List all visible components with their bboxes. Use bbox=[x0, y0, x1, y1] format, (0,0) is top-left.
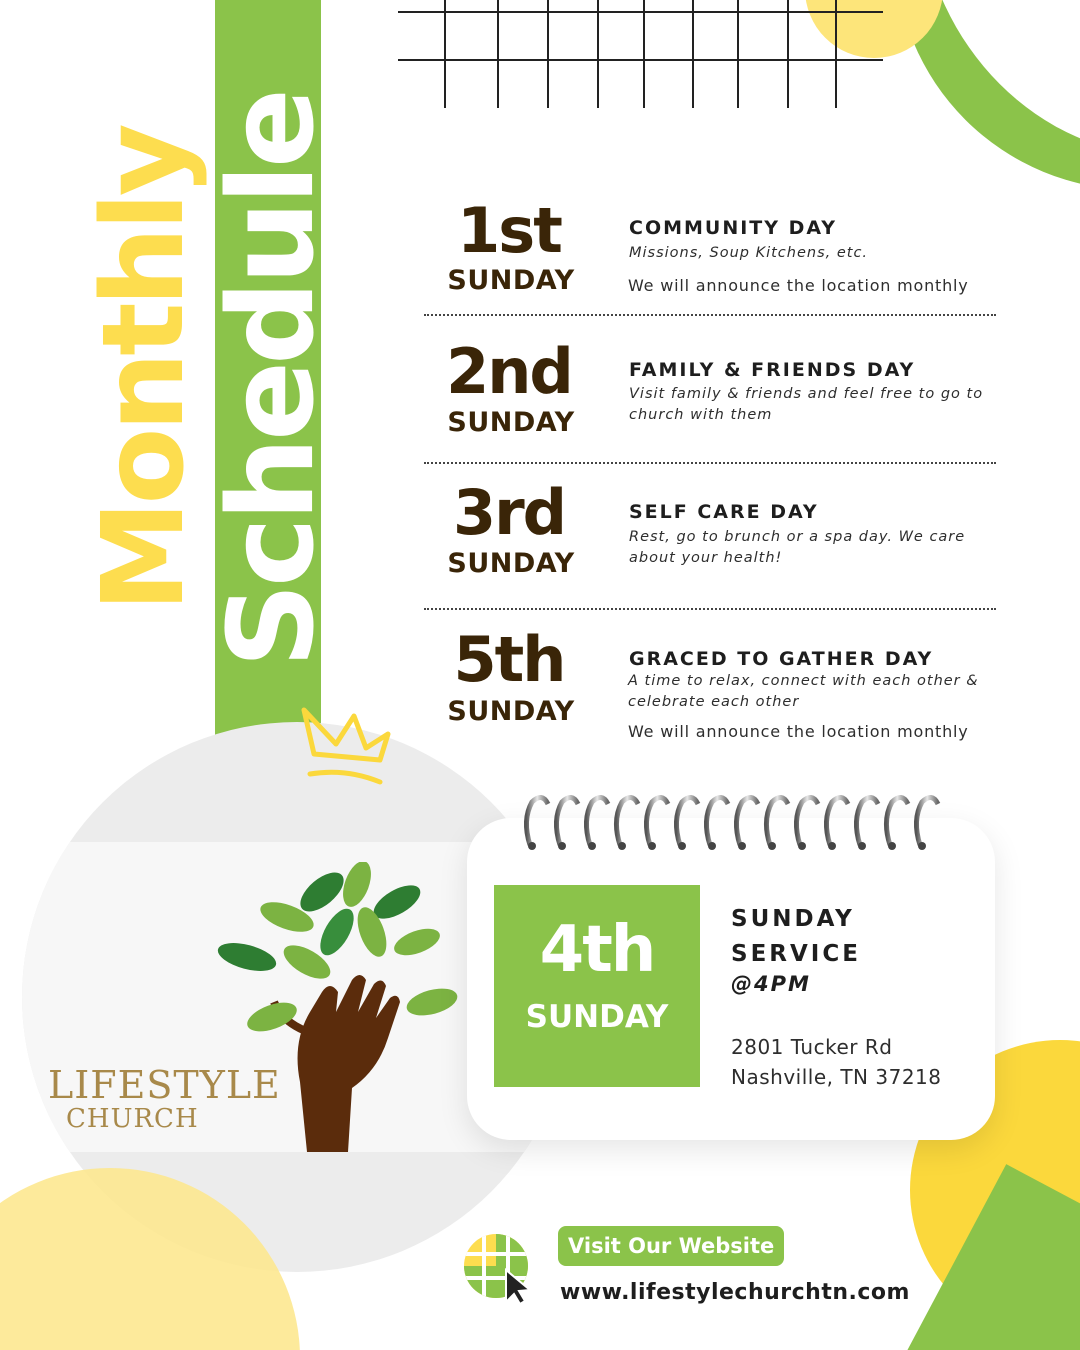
featured-service-line2: SERVICE bbox=[731, 941, 861, 967]
featured-time: @4PM bbox=[731, 972, 811, 996]
featured-day: SUNDAY bbox=[525, 999, 669, 1035]
row-2-title: FAMILY & FRIENDS DAY bbox=[629, 359, 916, 381]
divider bbox=[424, 608, 996, 610]
featured-service bbox=[731, 902, 861, 972]
row-4-number: 5th bbox=[453, 623, 565, 696]
row-4-title: GRACED TO GATHER DAY bbox=[629, 648, 934, 670]
title-schedule: Schedule bbox=[202, 92, 340, 668]
row-2-day: SUNDAY bbox=[447, 407, 575, 438]
address-line1: 2801 Tucker Rd bbox=[731, 1035, 893, 1059]
row-4-day: SUNDAY bbox=[447, 696, 575, 727]
row-3-subtitle: Rest, go to brunch or a spa day. We care about your health! bbox=[629, 529, 966, 566]
divider bbox=[424, 462, 996, 464]
row-1-location: We will announce the location monthly bbox=[628, 276, 969, 295]
website-url-link[interactable]: www.lifestylechurchtn.com bbox=[560, 1280, 910, 1305]
featured-number: 4th bbox=[539, 913, 655, 987]
logo-text-lifestyle: LIFESTYLE bbox=[48, 1063, 281, 1107]
row-2-subtitle: Visit family & friends and feel free to go to church with them bbox=[629, 386, 984, 423]
spiral-binding-icon bbox=[510, 790, 950, 860]
divider bbox=[424, 314, 996, 316]
decor-grid bbox=[398, 0, 888, 110]
row-4-subtitle: A time to relax, connect with each other & celebrate each other bbox=[628, 673, 979, 710]
featured-service-line1: SUNDAY bbox=[731, 906, 855, 932]
row-1-subtitle: Missions, Soup Kitchens, etc. bbox=[629, 245, 869, 261]
row-3-title: SELF CARE DAY bbox=[629, 501, 819, 523]
globe-cursor-icon bbox=[462, 1232, 534, 1306]
logo-text-church: CHURCH bbox=[66, 1104, 199, 1134]
row-2-number: 2nd bbox=[446, 335, 572, 408]
title-monthly: Monthly bbox=[79, 127, 209, 612]
crown-icon bbox=[296, 704, 392, 794]
row-3-day: SUNDAY bbox=[447, 548, 575, 579]
row-1-day: SUNDAY bbox=[447, 265, 575, 296]
row-1-number: 1st bbox=[457, 194, 561, 267]
featured-address bbox=[731, 1032, 942, 1092]
row-3-number: 3rd bbox=[452, 476, 566, 549]
visit-website-button[interactable]: Visit Our Website bbox=[558, 1226, 784, 1266]
address-line2: Nashville, TN 37218 bbox=[731, 1065, 942, 1089]
row-1-title: COMMUNITY DAY bbox=[629, 217, 838, 239]
row-4-location: We will announce the location monthly bbox=[628, 722, 969, 741]
tree-hand-icon bbox=[212, 862, 462, 1162]
